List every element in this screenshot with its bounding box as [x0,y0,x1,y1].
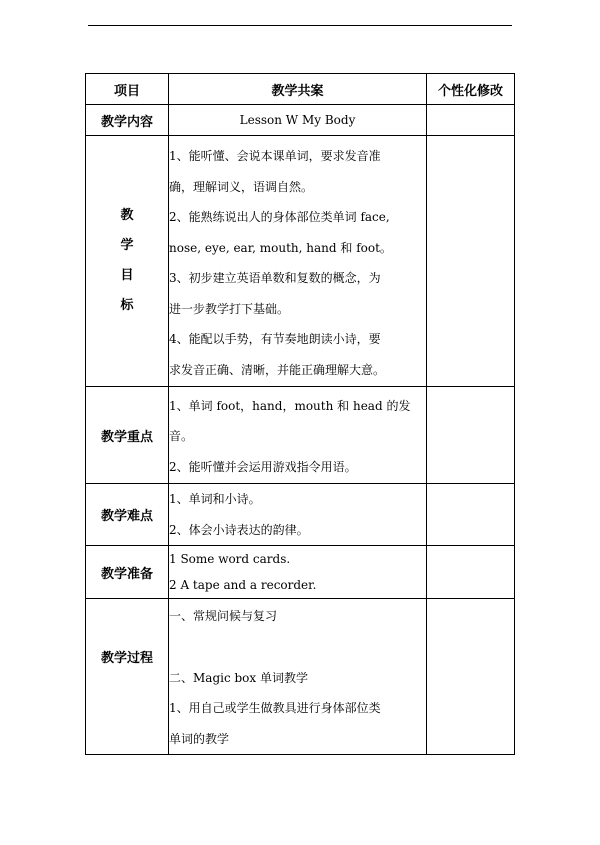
objectives-label-char: 标 [120,298,134,313]
process-line: 二、Magic box 单词教学 [169,670,308,685]
key-points-text [169,387,427,484]
difficulties-row [86,484,515,546]
process-line: 一、常规问候与复习 [169,609,278,623]
content-edit-cell[interactable] [427,105,515,136]
preparation-line: 2 A tape and a recorder. [169,578,317,592]
key-points-label: 教学重点 [86,387,169,484]
key-points-line: 2、能听懂并会运用游戏指令用语。 [169,459,357,474]
header-personal-edit: 个性化修改 [427,74,515,105]
objectives-label-char: 学 [120,238,134,253]
preparation-edit-cell[interactable] [427,546,515,599]
objectives-line: 求发音正确、清晰，并能正确理解大意。 [169,362,386,377]
process-blank-line [169,632,426,663]
process-line: 1、用自己或学生做教具进行身体部位类 [169,701,381,715]
header-item: 项目 [86,74,169,105]
header-row [86,74,515,105]
content-value: Lesson W My Body [169,105,427,136]
process-text [169,599,427,755]
difficulties-edit-cell[interactable] [427,484,515,546]
key-points-row [86,387,515,484]
process-edit-cell[interactable] [427,599,515,755]
objectives-line: 确，理解词义，语调自然。 [169,179,314,194]
objectives-line: nose, eye, ear, mouth, hand 和 foot。 [169,240,392,255]
objectives-edit-cell[interactable] [427,136,515,387]
header-shared-plan: 教学共案 [169,74,427,105]
objectives-row [86,136,515,387]
objectives-line: 4、能配以手势，有节奏地朗读小诗，要 [169,332,381,346]
difficulties-line: 1、单词和小诗。 [169,492,261,506]
content-label: 教学内容 [86,105,169,136]
key-points-line: 1、单词 foot，hand，mouth 和 head 的发 [169,398,411,413]
difficulties-line: 2、体会小诗表达的韵律。 [169,522,309,537]
preparation-row [86,546,515,599]
objectives-label [86,136,169,387]
key-points-line: 音。 [169,429,194,444]
difficulties-text [169,484,427,546]
lesson-plan-table [85,73,515,755]
objectives-line: 进一步教学打下基础。 [169,301,290,316]
header-rule [88,25,512,26]
objectives-line: 2、能熟练说出人的身体部位类单词 face, [169,210,390,224]
preparation-label: 教学准备 [86,546,169,599]
process-row [86,599,515,755]
content-row [86,105,515,136]
objectives-label-char: 目 [120,268,134,283]
preparation-text [169,546,427,599]
objectives-label-char: 教 [120,208,134,223]
objectives-text [169,136,427,387]
difficulties-label: 教学难点 [86,484,169,546]
process-label: 教学过程 [86,599,169,755]
preparation-line: 1 Some word cards. [169,552,291,566]
key-points-edit-cell[interactable] [427,387,515,484]
process-line: 单词的教学 [169,731,230,746]
objectives-line: 1、能听懂、会说本课单词，要求发音准 [169,149,381,163]
objectives-line: 3、初步建立英语单数和复数的概念，为 [169,271,381,285]
